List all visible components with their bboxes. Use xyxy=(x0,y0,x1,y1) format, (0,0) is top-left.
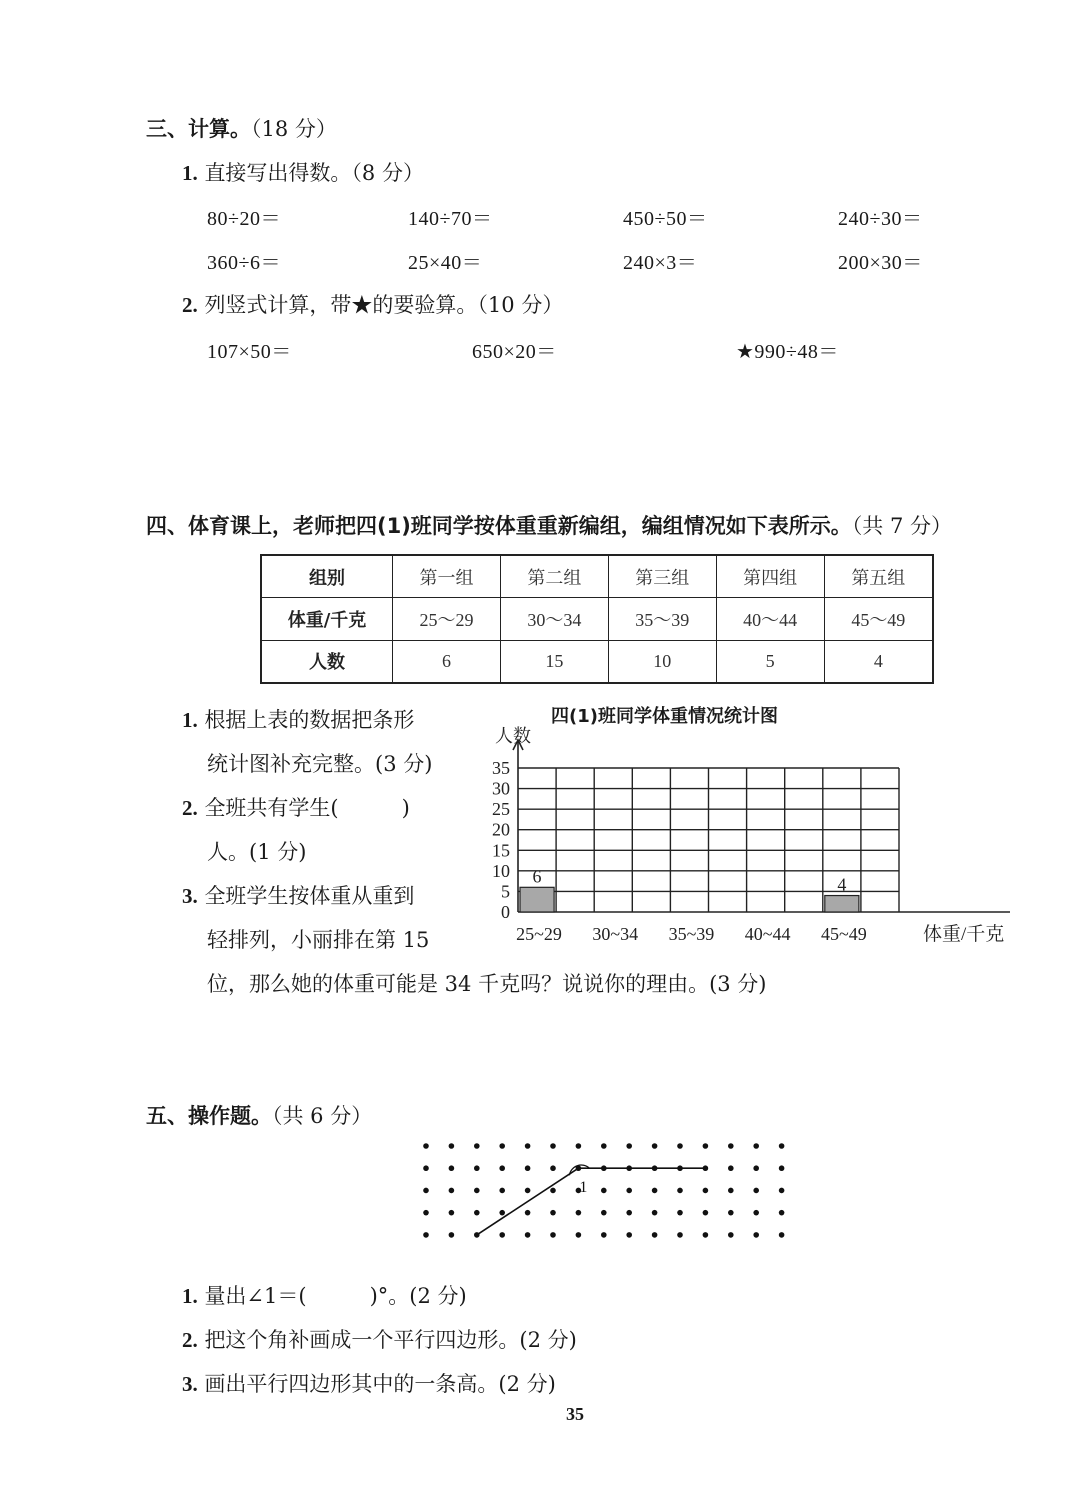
grid-dot xyxy=(626,1143,632,1149)
x-tick-label: 40~44 xyxy=(744,924,791,944)
angle-ray-slanted xyxy=(477,1168,579,1235)
grid-dot xyxy=(753,1143,759,1149)
question-number: 1. xyxy=(182,1284,198,1308)
grid-dot xyxy=(499,1188,505,1194)
table-header-cell: 第三组 xyxy=(608,555,716,598)
bar xyxy=(825,896,859,912)
page-number: 35 xyxy=(566,1404,584,1424)
grid-dot xyxy=(779,1232,785,1238)
question-number: 3. xyxy=(182,884,198,908)
y-tick-label: 35 xyxy=(492,758,510,778)
y-tick-label: 30 xyxy=(492,778,510,799)
section-3-heading xyxy=(146,113,337,143)
question-number: 2. xyxy=(182,293,198,317)
question-number: 2. xyxy=(182,1328,198,1352)
question-4-3 xyxy=(182,880,414,910)
grid-dot xyxy=(728,1232,734,1238)
grid-dot xyxy=(601,1143,607,1149)
table-cell: 35～39 xyxy=(608,598,716,640)
grid-dot xyxy=(703,1232,709,1238)
y-tick-label: 10 xyxy=(492,860,510,881)
table-cell: 5 xyxy=(716,640,824,683)
section-4-heading xyxy=(146,510,952,540)
grid-dot xyxy=(779,1210,785,1216)
grid-dot xyxy=(652,1210,658,1216)
table-header-cell: 第二组 xyxy=(500,555,608,598)
table-row-header: 体重/千克 xyxy=(261,598,393,640)
section-5-heading xyxy=(146,1100,372,1130)
grid-dot xyxy=(550,1188,556,1194)
question-text-cont: 人。(1 分) xyxy=(207,840,307,864)
question-number: 1. xyxy=(182,161,198,185)
y-tick-label: 25 xyxy=(492,799,510,820)
question-4-1 xyxy=(182,704,414,734)
question-text: 根据上表的数据把条形 xyxy=(204,708,415,732)
question-4-2 xyxy=(182,792,410,822)
grid-dot xyxy=(474,1165,480,1171)
grid-dot xyxy=(753,1188,759,1194)
grid-dot xyxy=(652,1232,658,1238)
grid-dot xyxy=(423,1165,429,1171)
grid-dot xyxy=(499,1165,505,1171)
grid-dot xyxy=(576,1143,582,1149)
question-text-cont: 统计图补充完整。(3 分) xyxy=(207,752,433,776)
question-5-2 xyxy=(182,1324,577,1354)
grid-dot xyxy=(703,1143,709,1149)
table-header-cell: 第五组 xyxy=(824,555,933,598)
grid-dot xyxy=(728,1210,734,1216)
y-tick-label: 15 xyxy=(492,840,510,861)
grid-dot xyxy=(677,1210,683,1216)
grid-dot xyxy=(449,1143,455,1149)
question-number: 3. xyxy=(182,1372,198,1396)
question-text: 把这个角补画成一个平行四边形。(2 分) xyxy=(204,1328,577,1352)
question-text: 量出∠1＝( )°。(2 分) xyxy=(204,1284,467,1308)
x-tick-label: 35~39 xyxy=(668,924,715,944)
grid-dot xyxy=(601,1188,607,1194)
grid-dot xyxy=(423,1210,429,1216)
grid-dot xyxy=(474,1188,480,1194)
table-row xyxy=(261,640,933,683)
question-5-1 xyxy=(182,1280,467,1310)
table-row xyxy=(261,555,933,598)
grid-dot xyxy=(550,1165,556,1171)
grid-dot xyxy=(525,1210,531,1216)
grid-dot xyxy=(525,1143,531,1149)
grid-dot xyxy=(753,1232,759,1238)
grid-dot xyxy=(728,1188,734,1194)
grid-dot xyxy=(601,1232,607,1238)
question-number: 2. xyxy=(182,796,198,820)
section-3-title: 三、计算。 xyxy=(146,117,251,141)
calc-item: 25×40＝ xyxy=(408,252,483,274)
calc-item: 107×50＝ xyxy=(207,341,292,363)
grid-dot xyxy=(449,1165,455,1171)
question-5-3 xyxy=(182,1368,556,1398)
table-cell: 10 xyxy=(608,640,716,683)
grid-dot xyxy=(474,1143,480,1149)
section-4-points: （共 7 分） xyxy=(851,514,953,538)
table-cell: 40～44 xyxy=(716,598,824,640)
weight-table xyxy=(260,554,934,684)
table-cell: 15 xyxy=(500,640,608,683)
x-tick-label: 25~29 xyxy=(516,924,562,944)
calc-item: 200×30＝ xyxy=(838,252,923,274)
grid-dot xyxy=(779,1143,785,1149)
grid-dot xyxy=(601,1210,607,1216)
grid-dot xyxy=(626,1188,632,1194)
grid-dot xyxy=(626,1210,632,1216)
grid-dot xyxy=(449,1232,455,1238)
calc-item: 80÷20＝ xyxy=(207,208,281,230)
grid-dot xyxy=(652,1188,658,1194)
chart-title: 四(1)班同学体重情况统计图 xyxy=(551,706,778,727)
grid-dot xyxy=(499,1232,505,1238)
grid-dot xyxy=(449,1210,455,1216)
section-5-points: （共 6 分） xyxy=(272,1104,373,1128)
section-3-points: （18 分） xyxy=(251,117,337,141)
x-tick-label: 30~34 xyxy=(592,924,639,944)
calc-item: 450÷50＝ xyxy=(623,208,708,230)
table-header-cell: 第四组 xyxy=(716,555,824,598)
question-3-1 xyxy=(182,157,424,187)
dot-grid-figure xyxy=(410,1130,790,1270)
grid-dot xyxy=(423,1188,429,1194)
grid-dot xyxy=(779,1165,785,1171)
y-tick-label: 20 xyxy=(492,819,510,840)
grid-dot xyxy=(550,1232,556,1238)
calc-item: 240×3＝ xyxy=(623,252,698,274)
bar-data-label: 4 xyxy=(837,874,847,895)
question-text: 列竖式计算，带★的要验算。（10 分） xyxy=(204,293,564,317)
y-tick-label: 5 xyxy=(501,881,510,902)
table-header-cell: 第一组 xyxy=(393,555,501,598)
grid-dot xyxy=(499,1143,505,1149)
grid-dot xyxy=(703,1210,709,1216)
question-text: 全班共有学生( ) xyxy=(204,796,410,820)
grid-dot xyxy=(499,1210,505,1216)
question-text-cont: 位，那么她的体重可能是 34 千克吗？说说你的理由。(3 分) xyxy=(207,972,767,996)
grid-dot xyxy=(423,1232,429,1238)
grid-dot xyxy=(576,1210,582,1216)
section-5-title: 五、操作题。 xyxy=(146,1104,272,1128)
table-cell: 6 xyxy=(393,640,501,683)
grid-dot xyxy=(677,1188,683,1194)
table-cell: 30～34 xyxy=(500,598,608,640)
grid-dot xyxy=(753,1210,759,1216)
table-cell: 45～49 xyxy=(824,598,933,640)
grid-dot xyxy=(677,1232,683,1238)
grid-dot xyxy=(626,1232,632,1238)
calc-item: 240÷30＝ xyxy=(838,208,923,230)
grid-dot xyxy=(550,1210,556,1216)
question-3-2 xyxy=(182,289,563,319)
calc-item: ★990÷48＝ xyxy=(736,341,839,363)
grid-dot xyxy=(677,1143,683,1149)
grid-dot xyxy=(474,1210,480,1216)
bar-chart xyxy=(470,720,1030,960)
y-tick-label: 0 xyxy=(501,902,510,922)
calc-item: 360÷6＝ xyxy=(207,252,281,274)
table-row xyxy=(261,598,933,640)
grid-dot xyxy=(576,1232,582,1238)
question-text: 全班学生按体重从重到 xyxy=(204,884,415,908)
bar xyxy=(520,887,554,912)
grid-dot xyxy=(525,1165,531,1171)
question-number: 1. xyxy=(182,708,198,732)
x-axis-label: 体重/千克 xyxy=(923,924,1005,945)
question-text: 直接写出得数。（8 分） xyxy=(204,161,424,185)
grid-dot xyxy=(550,1143,556,1149)
table-row-header: 人数 xyxy=(261,640,393,683)
grid-dot xyxy=(728,1165,734,1171)
question-text-cont: 轻排列，小丽排在第 15 xyxy=(207,928,430,952)
calc-item: 140÷70＝ xyxy=(408,208,493,230)
calc-item: 650×20＝ xyxy=(472,341,557,363)
grid-dot xyxy=(779,1188,785,1194)
table-cell: 25～29 xyxy=(393,598,501,640)
grid-dot xyxy=(652,1143,658,1149)
grid-dot xyxy=(423,1143,429,1149)
grid-dot xyxy=(525,1232,531,1238)
x-tick-label: 45~49 xyxy=(820,924,867,944)
grid-dot xyxy=(703,1188,709,1194)
grid-dot xyxy=(753,1165,759,1171)
grid-dot xyxy=(449,1188,455,1194)
grid-dot xyxy=(728,1143,734,1149)
question-text: 画出平行四边形其中的一条高。(2 分) xyxy=(204,1372,556,1396)
table-cell: 4 xyxy=(824,640,933,683)
grid-dot xyxy=(525,1188,531,1194)
angle-label: 1 xyxy=(579,1179,588,1197)
section-4-title: 四、体育课上，老师把四(1)班同学按体重重新编组，编组情况如下表所示。 xyxy=(146,514,852,538)
table-header-cell: 组别 xyxy=(261,555,393,598)
y-axis-label: 人数 xyxy=(495,726,531,746)
bar-data-label: 6 xyxy=(532,866,542,887)
